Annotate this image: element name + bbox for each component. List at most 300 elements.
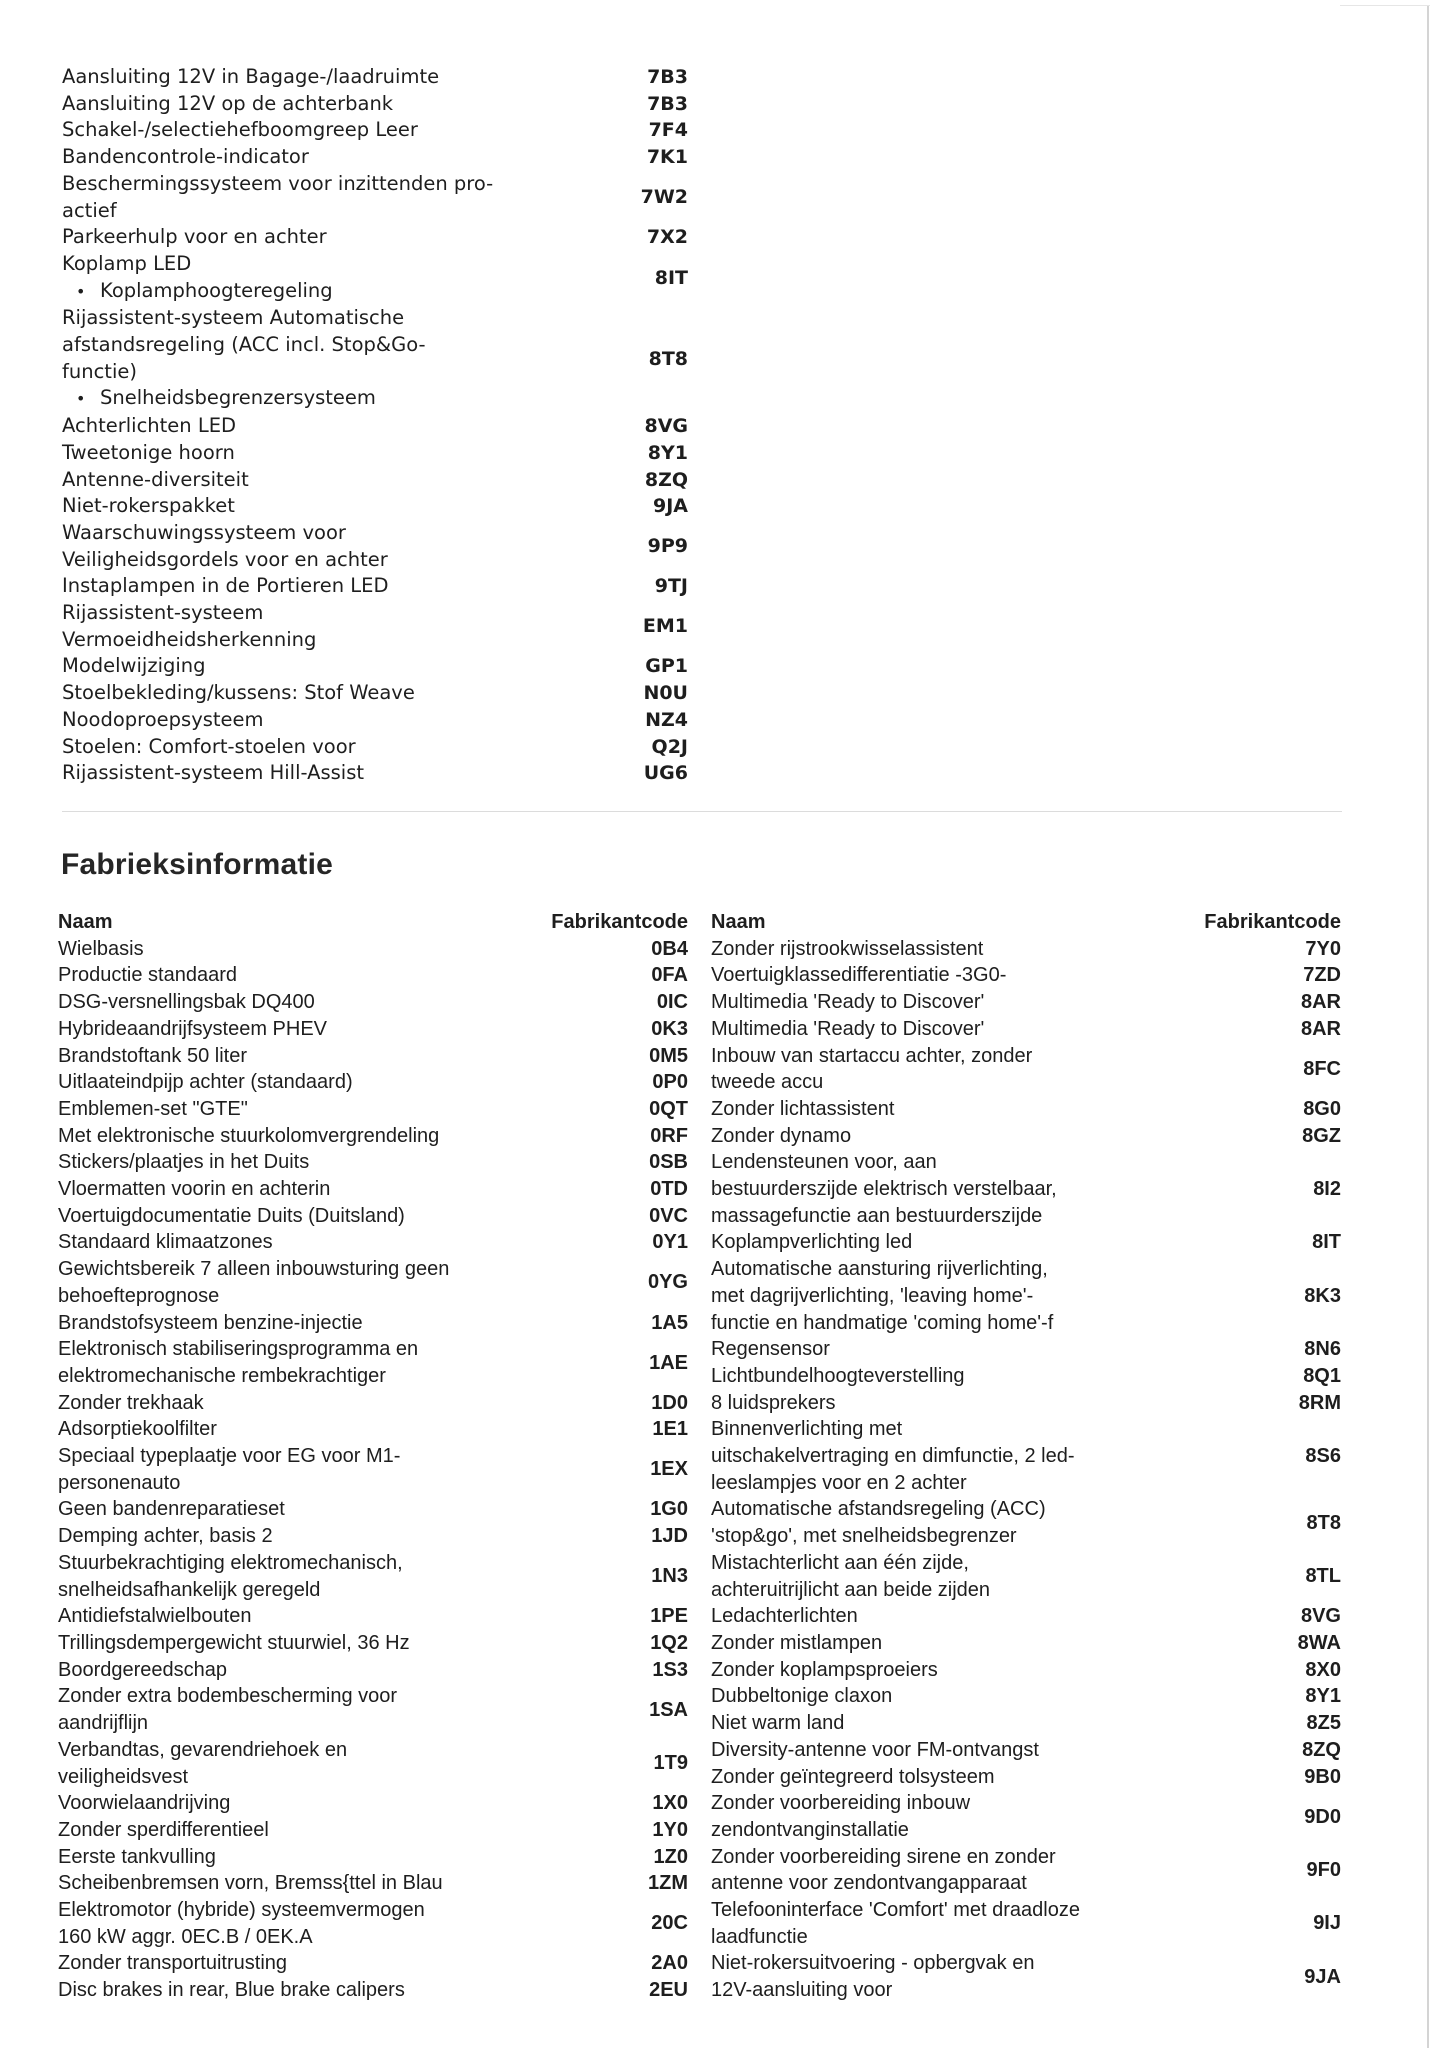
item-name xyxy=(58,1203,528,1230)
item-name-line: Elektromotor (hybride) systeemvermogen xyxy=(58,1899,425,1922)
list-item xyxy=(62,144,688,171)
table-row xyxy=(58,1256,688,1309)
header-code: Fabrikantcode xyxy=(551,911,688,933)
item-name-line: met dagrijverlichting, 'leaving home'- xyxy=(711,1284,1034,1307)
option-name xyxy=(62,680,522,707)
option-name-line: Parkeerhulp voor en achter xyxy=(62,225,327,249)
option-name xyxy=(62,171,522,224)
item-name xyxy=(711,1764,1181,1791)
table-row xyxy=(711,1764,1341,1791)
item-name-line: Trillingsdempergewicht stuurwiel, 36 Hz xyxy=(58,1631,410,1654)
item-name-line: Lichtbundelhoogteverstelling xyxy=(711,1364,965,1387)
option-name-line: Waarschuwingssysteem voor xyxy=(62,520,346,544)
item-name xyxy=(58,1630,528,1657)
table-body xyxy=(58,936,688,2004)
item-name-line: Zonder rijstrookwisselassistent xyxy=(711,937,984,960)
manufacturer-code: 8ZQ xyxy=(1302,1738,1341,1761)
item-name-line: Boordgereedschap xyxy=(58,1658,228,1681)
factory-table-right xyxy=(711,909,1341,2004)
item-name xyxy=(58,1229,528,1256)
list-item xyxy=(62,653,688,680)
item-name-line: snelheidsafhankelijk geregeld xyxy=(58,1578,321,1601)
list-item xyxy=(62,91,688,118)
item-name xyxy=(58,1496,528,1523)
item-name xyxy=(711,1096,1181,1123)
item-name xyxy=(711,1790,1181,1843)
item-name xyxy=(711,1390,1181,1417)
manufacturer-code: 0VC xyxy=(649,1204,688,1227)
option-code: 7B3 xyxy=(647,66,688,88)
item-name xyxy=(58,1336,528,1389)
item-name-line: laadfunctie xyxy=(711,1925,808,1948)
list-item xyxy=(62,251,688,305)
option-code: 7W2 xyxy=(640,186,688,209)
manufacturer-code: 0IC xyxy=(656,991,688,1014)
item-name-line: Demping achter, basis 2 xyxy=(58,1525,273,1548)
manufacturer-code: 8Y1 xyxy=(1305,1685,1341,1708)
item-name-line: Zonder voorbereiding sirene en zonder xyxy=(711,1845,1056,1868)
manufacturer-code: 1S3 xyxy=(652,1658,688,1681)
item-name-line: uitschakelvertraging en dimfunctie, 2 led- xyxy=(711,1445,1075,1468)
item-name xyxy=(711,1710,1181,1737)
table-header xyxy=(711,909,1341,936)
item-name-line: Disc brakes in rear, Blue brake calipers xyxy=(58,1979,405,2002)
item-name-line: personenauto xyxy=(58,1471,181,1494)
item-name xyxy=(58,1043,528,1070)
item-name xyxy=(58,1176,528,1203)
manufacturer-code: 8K3 xyxy=(1304,1284,1341,1307)
table-row xyxy=(711,1363,1341,1390)
option-code: EM1 xyxy=(642,615,688,638)
table-row xyxy=(711,1657,1341,1684)
manufacturer-code: 1A5 xyxy=(651,1311,688,1334)
table-row xyxy=(58,1443,688,1496)
table-row xyxy=(711,1710,1341,1737)
item-name-line: Zonder extra bodembescherming voor xyxy=(58,1685,398,1708)
manufacturer-code: 1ZM xyxy=(648,1872,688,1895)
item-name-line: Vloermatten voorin en achterin xyxy=(58,1178,331,1201)
table-row xyxy=(58,1310,688,1337)
list-item xyxy=(62,573,688,600)
item-name-line: leeslampjes voor en 2 achter xyxy=(711,1471,967,1494)
item-name-line: Antidiefstalwielbouten xyxy=(58,1605,252,1628)
list-item xyxy=(62,467,688,494)
option-name-line: Antenne-diversiteit xyxy=(62,467,249,491)
page-right-edge xyxy=(1427,6,1429,2048)
option-name-line: Stoelen: Comfort-stoelen voor xyxy=(62,734,356,758)
factory-table-left xyxy=(58,909,688,2004)
option-code: N0U xyxy=(643,682,688,705)
item-name xyxy=(58,1817,528,1844)
item-name-line: antenne voor zendontvangapparaat xyxy=(711,1872,1027,1895)
manufacturer-code: 9D0 xyxy=(1304,1805,1341,1828)
option-name xyxy=(62,91,522,118)
item-name xyxy=(711,1336,1181,1363)
table-row xyxy=(58,1550,688,1603)
option-name xyxy=(62,224,522,251)
item-name-line: Scheibenbremsen vorn, Bremss{ttel in Blau xyxy=(58,1872,443,1895)
option-name xyxy=(62,144,522,171)
option-code: 8VG xyxy=(644,415,688,438)
item-name xyxy=(58,1069,528,1096)
manufacturer-code: 0TD xyxy=(650,1178,688,1201)
list-item xyxy=(62,305,688,413)
list-item xyxy=(62,520,688,573)
manufacturer-code: 8Z5 xyxy=(1306,1712,1341,1735)
option-code: UG6 xyxy=(643,762,688,785)
table-row xyxy=(58,936,688,963)
option-name-line: Veiligheidsgordels voor en achter xyxy=(62,547,388,571)
option-name xyxy=(62,305,522,413)
option-code: NZ4 xyxy=(645,708,688,731)
option-code: GP1 xyxy=(645,655,688,678)
manufacturer-code: 8VG xyxy=(1300,1605,1341,1628)
option-code: 7F4 xyxy=(648,119,688,142)
item-name-line: Regensensor xyxy=(711,1338,830,1361)
option-code: 9TJ xyxy=(654,575,688,598)
list-item xyxy=(62,117,688,144)
table-row xyxy=(58,1416,688,1443)
table-row xyxy=(58,1016,688,1043)
table-row xyxy=(711,1950,1341,2003)
item-name xyxy=(711,1737,1181,1764)
table-row xyxy=(711,1496,1341,1549)
item-name xyxy=(58,1149,528,1176)
manufacturer-code: 8IT xyxy=(1312,1231,1341,1254)
table-row xyxy=(58,1523,688,1550)
manufacturer-code: 8GZ xyxy=(1302,1124,1341,1147)
table-row xyxy=(711,1897,1341,1950)
table-row xyxy=(58,962,688,989)
table-row xyxy=(711,1123,1341,1150)
item-name xyxy=(711,1363,1181,1390)
manufacturer-code: 8TL xyxy=(1305,1565,1341,1588)
table-row xyxy=(58,1603,688,1630)
table-row xyxy=(58,1657,688,1684)
table-row xyxy=(58,1790,688,1817)
item-name xyxy=(58,1683,528,1736)
table-row xyxy=(58,1897,688,1950)
item-name-line: aandrijflijn xyxy=(58,1712,149,1735)
table-row xyxy=(711,1336,1341,1363)
option-code: 7X2 xyxy=(646,226,688,249)
manufacturer-code: 2A0 xyxy=(651,1952,688,1975)
item-name-line: behoefteprognose xyxy=(58,1284,220,1307)
item-name-line: Niet warm land xyxy=(711,1712,845,1735)
table-row xyxy=(711,1043,1341,1096)
manufacturer-code: 0B4 xyxy=(651,937,688,960)
option-code: 8IT xyxy=(654,266,688,289)
option-name-line: Aansluiting 12V in Bagage-/laadruimte xyxy=(62,65,440,88)
item-name-line: Lendensteunen voor, aan xyxy=(711,1151,937,1174)
item-name xyxy=(58,1870,528,1897)
option-name-line: Achterlichten LED xyxy=(62,414,237,438)
option-name-line: Aansluiting 12V op de achterbank xyxy=(62,91,394,115)
page-top-edge xyxy=(1340,5,1430,6)
table-row xyxy=(711,989,1341,1016)
option-name xyxy=(62,734,522,761)
table-row xyxy=(711,1603,1341,1630)
section-title: Fabrieksinformatie xyxy=(61,848,334,881)
table-row xyxy=(58,1069,688,1096)
item-name-line: Zonder voorbereiding inbouw xyxy=(711,1792,971,1815)
table-header xyxy=(58,909,688,936)
option-name xyxy=(62,467,522,494)
table-row xyxy=(58,989,688,1016)
option-name xyxy=(62,440,522,467)
table-row xyxy=(711,1016,1341,1043)
option-name xyxy=(62,600,522,653)
item-name-line: Productie standaard xyxy=(58,964,238,987)
item-name xyxy=(711,1630,1181,1657)
table-row xyxy=(58,1737,688,1790)
item-name-line: Diversity-antenne voor FM-ontvangst xyxy=(711,1738,1039,1761)
list-item xyxy=(62,64,688,91)
manufacturer-code: 8I2 xyxy=(1313,1178,1341,1201)
item-name-line: zendontvanginstallatie xyxy=(711,1818,909,1841)
option-name-line: Rijassistent-systeem xyxy=(62,601,264,625)
item-name xyxy=(711,1844,1181,1897)
table-row xyxy=(711,962,1341,989)
table-row xyxy=(711,1149,1341,1229)
header-name: Naam xyxy=(58,911,113,933)
table-row xyxy=(58,1123,688,1150)
manufacturer-code: 8S6 xyxy=(1305,1445,1341,1468)
item-name xyxy=(58,1256,528,1309)
item-name xyxy=(711,1550,1181,1603)
manufacturer-code: 0RF xyxy=(650,1124,688,1147)
manufacturer-code: 0SB xyxy=(649,1151,688,1174)
table-row xyxy=(58,1096,688,1123)
option-name-line: Schakel-/selectiehefboomgreep Leer xyxy=(62,118,418,142)
table-row xyxy=(58,1043,688,1070)
item-name-line: massagefunctie aan bestuurderszijde xyxy=(711,1204,1043,1227)
option-name xyxy=(62,493,522,520)
table-row xyxy=(711,1737,1341,1764)
item-name xyxy=(711,1683,1181,1710)
manufacturer-code: 1X0 xyxy=(652,1792,688,1815)
item-name xyxy=(58,1950,528,1977)
table-row xyxy=(711,1256,1341,1336)
option-name-line: actief xyxy=(62,198,117,222)
list-item xyxy=(62,760,688,787)
option-name xyxy=(62,653,522,680)
table-row xyxy=(711,936,1341,963)
item-name xyxy=(58,1790,528,1817)
item-name-line: Zonder mistlampen xyxy=(711,1631,883,1654)
item-name-line: veiligheidsvest xyxy=(58,1765,189,1788)
item-name xyxy=(711,1950,1181,2003)
option-name-line: Noodoproepsysteem xyxy=(62,707,264,731)
option-name xyxy=(62,520,522,573)
table-row xyxy=(58,1229,688,1256)
manufacturer-code: 8AR xyxy=(1300,1017,1341,1040)
item-name xyxy=(711,1149,1181,1229)
item-name xyxy=(58,1016,528,1043)
item-name xyxy=(58,1443,528,1496)
item-name-line: Standaard klimaatzones xyxy=(58,1231,273,1254)
manufacturer-code: 0K3 xyxy=(651,1017,688,1040)
table-row xyxy=(711,1416,1341,1496)
option-name-line: functie) xyxy=(62,359,137,383)
table-row xyxy=(711,1096,1341,1123)
item-name-line: Emblemen-set "GTE" xyxy=(58,1097,248,1120)
table-row xyxy=(711,1390,1341,1417)
manufacturer-code: 1EX xyxy=(650,1458,688,1481)
item-name-line: Hybrideaandrijfsysteem PHEV xyxy=(58,1017,327,1040)
option-name xyxy=(62,760,522,787)
table-row xyxy=(58,1390,688,1417)
option-sub-item: • Koplamphoogteregeling xyxy=(62,278,522,306)
item-name-line: Met elektronische stuurkolomvergrendeling xyxy=(58,1124,440,1147)
item-name xyxy=(711,1229,1181,1256)
item-name-line: 12V-aansluiting voor xyxy=(711,1979,893,2002)
item-name-line: Speciaal typeplaatje voor EG voor M1- xyxy=(58,1445,401,1468)
manufacturer-code: 1E1 xyxy=(652,1418,688,1441)
option-name-line: Koplamp LED xyxy=(62,251,192,275)
item-name-line: Binnenverlichting met xyxy=(711,1418,903,1441)
item-name-line: 'stop&go', met snelheidsbegrenzer xyxy=(711,1525,1017,1548)
item-name-line: Multimedia 'Ready to Discover' xyxy=(711,991,985,1014)
item-name-line: tweede accu xyxy=(711,1071,824,1094)
manufacturer-code: 20C xyxy=(651,1912,688,1935)
item-name-line: Stuurbekrachtiging elektromechanisch, xyxy=(58,1551,403,1574)
option-name-line: Bandencontrole-indicator xyxy=(62,145,309,169)
item-name-line: Adsorptiekoolfilter xyxy=(58,1418,217,1441)
list-item xyxy=(62,224,688,251)
item-name-line: Mistachterlicht aan één zijde, xyxy=(711,1551,969,1574)
item-name-line: Ledachterlichten xyxy=(711,1605,858,1628)
item-name-line: Automatische afstandsregeling (ACC) xyxy=(711,1498,1046,1521)
table-row xyxy=(58,1203,688,1230)
option-name-line: Stoelbekleding/kussens: Stof Weave xyxy=(62,681,415,705)
list-item xyxy=(62,413,688,440)
manufacturer-code: 1Z0 xyxy=(653,1845,688,1868)
table-row xyxy=(58,1870,688,1897)
list-item xyxy=(62,600,688,653)
option-name-line: Beschermingssysteem voor inzittenden pro- xyxy=(62,171,494,195)
manufacturer-code: 0QT xyxy=(649,1097,688,1120)
item-name xyxy=(711,1897,1181,1950)
item-name-line: Zonder dynamo xyxy=(711,1124,852,1147)
option-name xyxy=(62,251,522,305)
item-name-line: Voertuigklassedifferentiatie -3G0- xyxy=(711,964,1007,987)
item-name xyxy=(58,1550,528,1603)
item-name xyxy=(58,1416,528,1443)
item-name-line: Niet-rokersuitvoering - opbergvak en xyxy=(711,1952,1035,1975)
manufacturer-code: 8FC xyxy=(1303,1057,1341,1080)
item-name-line: achteruitrijlicht aan beide zijden xyxy=(711,1578,991,1601)
option-name xyxy=(62,413,522,440)
manufacturer-code: 0YG xyxy=(647,1271,688,1294)
item-name-line: Zonder trekhaak xyxy=(58,1391,204,1414)
item-name xyxy=(711,1256,1181,1336)
manufacturer-code: 9B0 xyxy=(1304,1765,1341,1788)
option-sub-item: • Snelheidsbegrenzersysteem xyxy=(62,385,522,413)
option-name-line: Rijassistent-systeem Hill-Assist xyxy=(62,761,365,785)
item-name-line: Koplampverlichting led xyxy=(711,1231,913,1254)
item-name xyxy=(711,1123,1181,1150)
manufacturer-code: 1AE xyxy=(649,1351,688,1374)
option-name-line: Modelwijziging xyxy=(62,654,206,678)
manufacturer-code: 1SA xyxy=(649,1698,688,1721)
item-name-line: 160 kW aggr. 0EC.B / 0EK.A xyxy=(58,1925,313,1948)
item-name-line: elektromechanische rembekrachtiger xyxy=(58,1364,386,1387)
item-name-line: Zonder geïntegreerd tolsysteem xyxy=(711,1765,995,1788)
option-code: 7K1 xyxy=(646,146,688,169)
option-code: 9JA xyxy=(653,495,688,518)
list-item xyxy=(62,171,688,224)
list-item xyxy=(62,680,688,707)
item-name-line: Automatische aansturing rijverlichting, xyxy=(711,1258,1048,1281)
table-row xyxy=(711,1683,1341,1710)
option-code: Q2J xyxy=(651,735,688,758)
item-name-line: Zonder koplampsproeiers xyxy=(711,1658,938,1681)
option-name-line: afstandsregeling (ACC incl. Stop&Go- xyxy=(62,333,426,357)
item-name-line: Brandstoftank 50 liter xyxy=(58,1044,247,1067)
manufacturer-code: 9JA xyxy=(1304,1965,1341,1988)
item-name xyxy=(711,1416,1181,1496)
item-name-line: Voertuigdocumentatie Duits (Duitsland) xyxy=(58,1204,405,1227)
item-name-line: Zonder transportuitrusting xyxy=(58,1952,288,1975)
table-row xyxy=(711,1844,1341,1897)
item-name-line: Multimedia 'Ready to Discover' xyxy=(711,1017,985,1040)
manufacturer-code: 9IJ xyxy=(1313,1912,1341,1935)
item-name xyxy=(58,1523,528,1550)
item-name-line: Stickers/plaatjes in het Duits xyxy=(58,1151,310,1174)
item-name xyxy=(58,989,528,1016)
option-code: 8T8 xyxy=(648,347,688,370)
option-name xyxy=(62,573,522,600)
manufacturer-code: 8Q1 xyxy=(1303,1364,1341,1387)
option-name-line: Instaplampen in de Portieren LED xyxy=(62,574,389,598)
item-name-line: Uitlaateindpijp achter (standaard) xyxy=(58,1071,353,1094)
option-name xyxy=(62,117,522,144)
table-row xyxy=(711,1229,1341,1256)
manufacturer-code: 1T9 xyxy=(653,1752,688,1775)
header-name: Naam xyxy=(711,911,766,933)
item-name xyxy=(711,989,1181,1016)
item-name xyxy=(58,1390,528,1417)
item-name xyxy=(58,1310,528,1337)
item-name-line: DSG-versnellingsbak DQ400 xyxy=(58,991,315,1014)
item-name-line: Dubbeltonige claxon xyxy=(711,1685,893,1708)
item-name-line: Telefooninterface 'Comfort' met draadloze xyxy=(711,1899,1080,1922)
table-row xyxy=(58,1683,688,1736)
list-item xyxy=(62,734,688,761)
table-row xyxy=(711,1550,1341,1603)
item-name xyxy=(58,1977,528,2004)
table-row xyxy=(58,1336,688,1389)
option-code: 7B3 xyxy=(647,92,688,115)
item-name-line: Geen bandenreparatieset xyxy=(58,1498,285,1521)
table-row xyxy=(58,1149,688,1176)
item-name xyxy=(711,936,1181,963)
item-name xyxy=(711,1496,1181,1549)
item-name-line: functie en handmatige 'coming home'-f xyxy=(711,1311,1054,1334)
options-list xyxy=(62,64,688,787)
item-name-line: Gewichtsbereik 7 alleen inbouwsturing geen xyxy=(58,1258,450,1281)
manufacturer-code: 1PE xyxy=(650,1605,688,1628)
item-name xyxy=(58,1737,528,1790)
manufacturer-code: 8WA xyxy=(1297,1631,1341,1654)
manufacturer-code: 2EU xyxy=(649,1979,688,2002)
table-row xyxy=(58,1817,688,1844)
item-name xyxy=(711,1016,1181,1043)
table-row xyxy=(58,1496,688,1523)
table-row xyxy=(711,1790,1341,1843)
item-name xyxy=(711,962,1181,989)
